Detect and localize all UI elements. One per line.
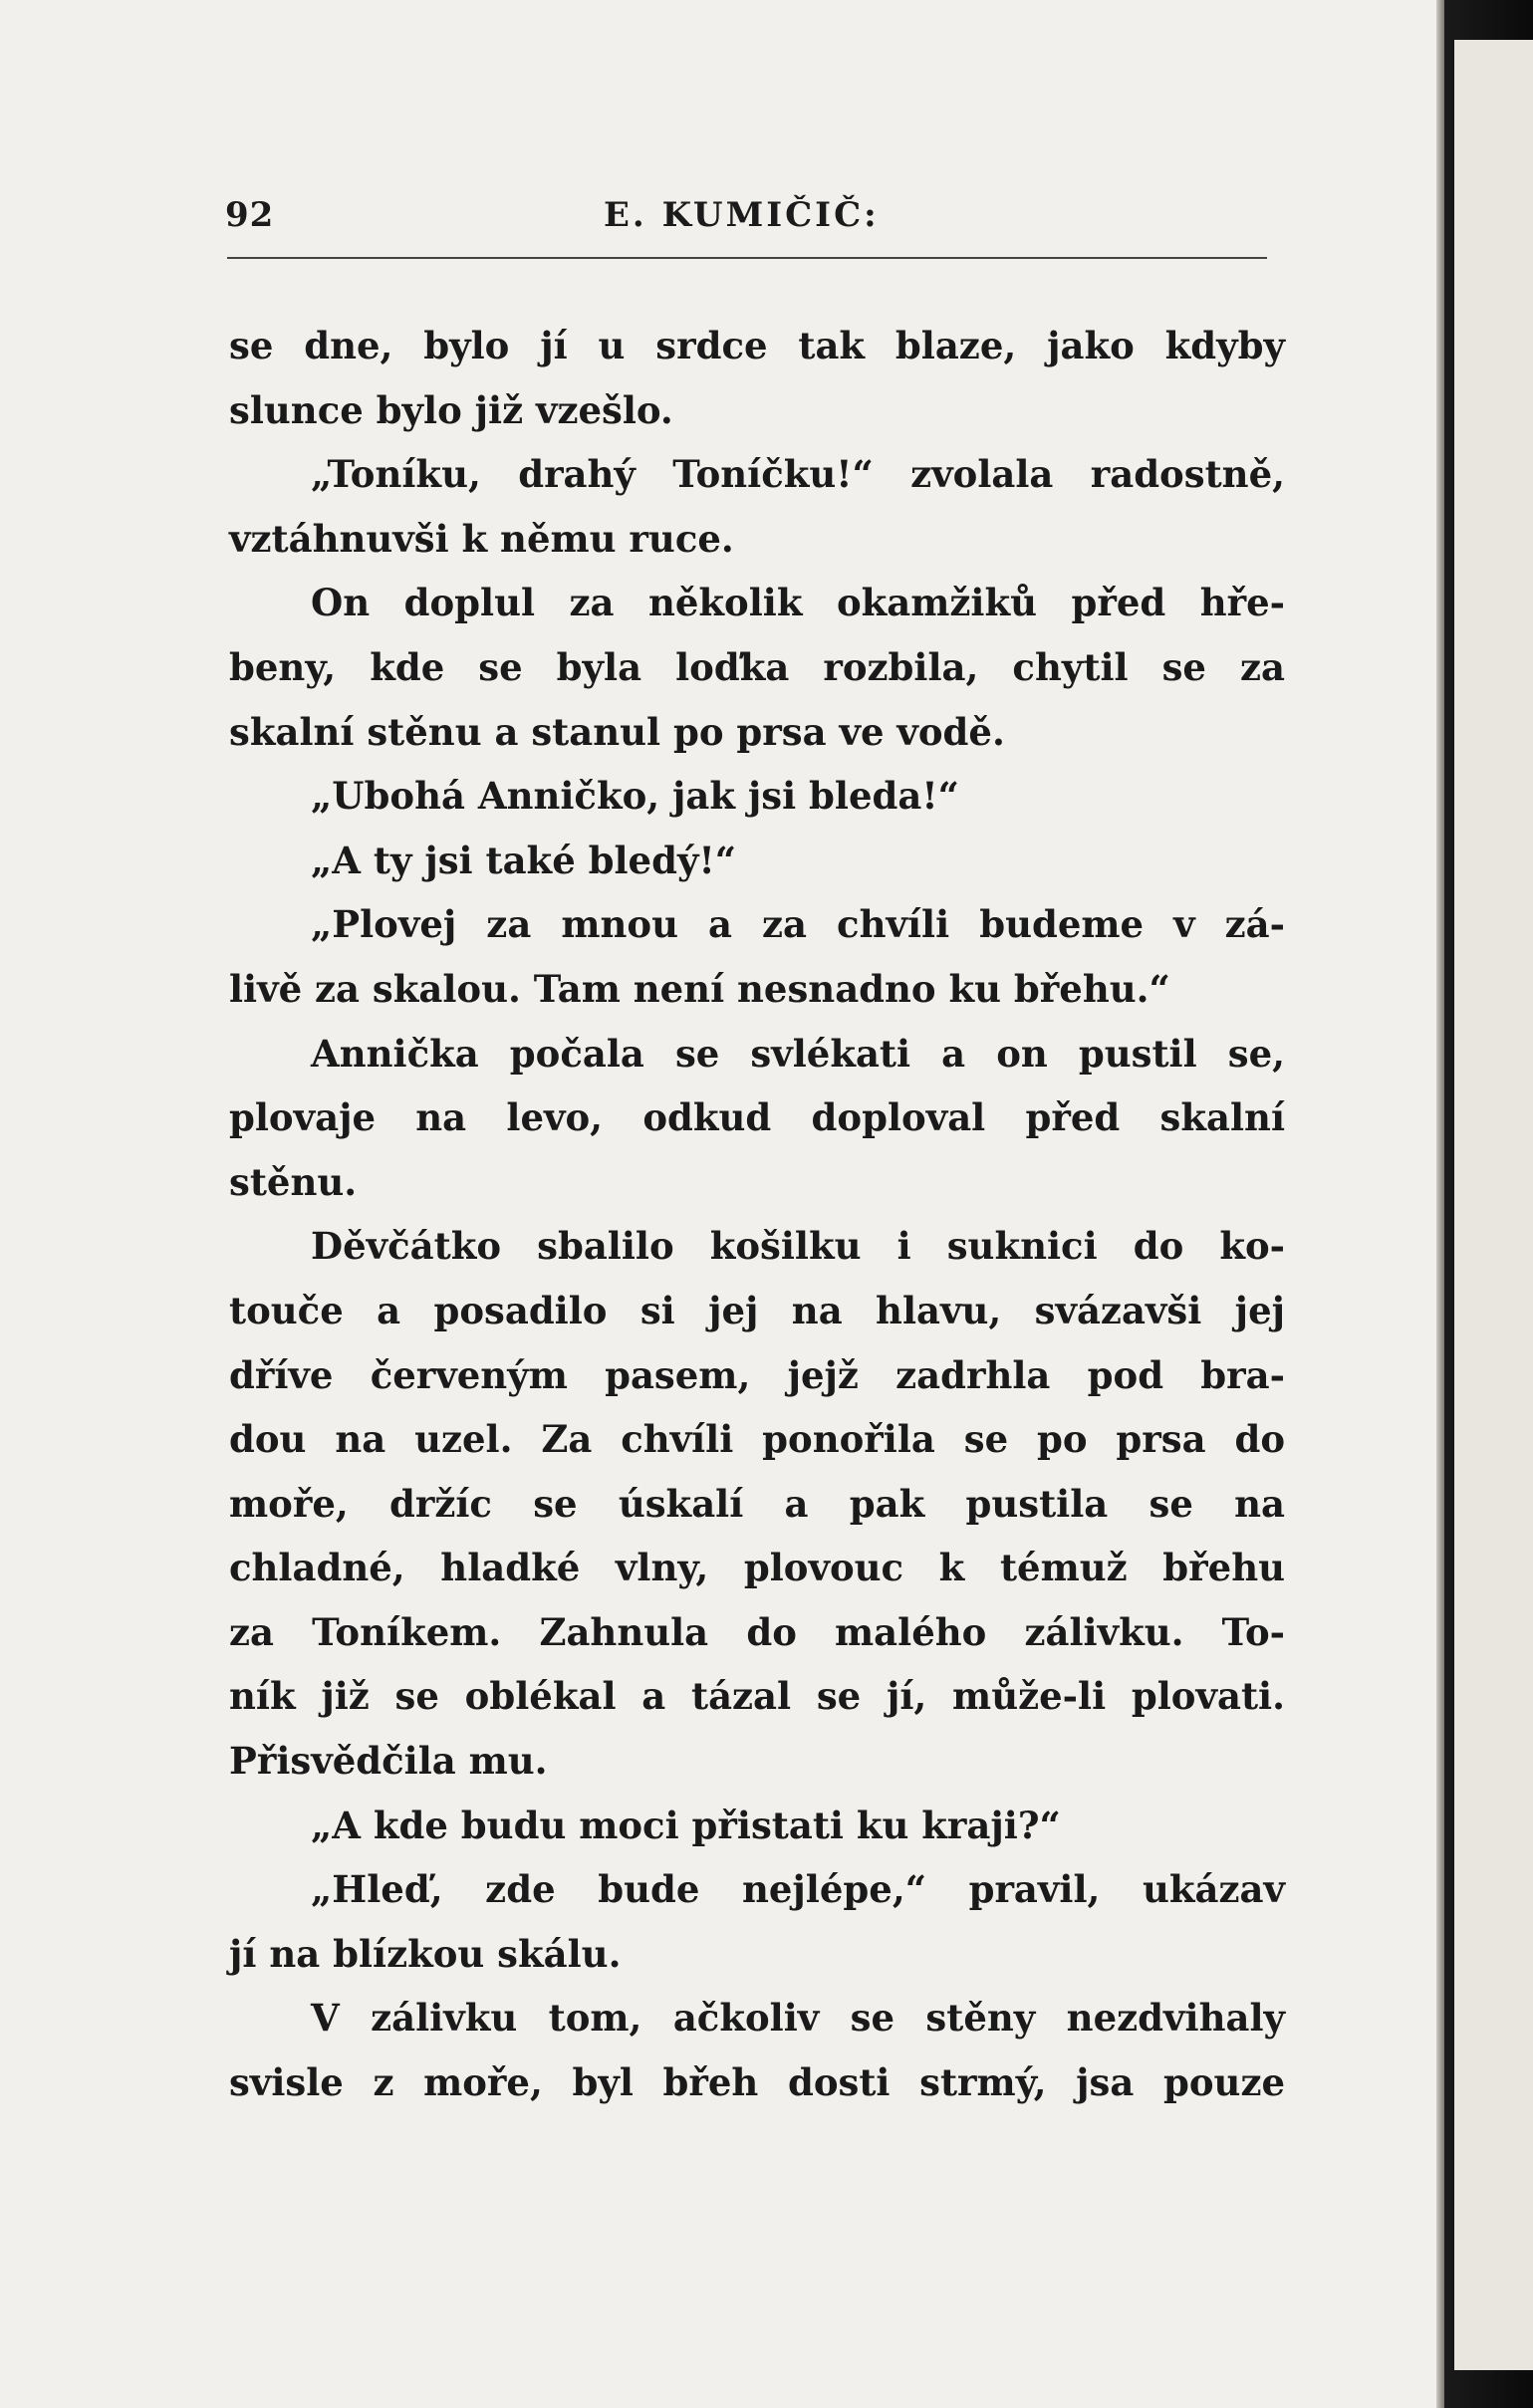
text-line: V zálivku tom, ačkoliv se stěny nezdvihaly	[311, 1996, 1285, 2041]
text-line: jí na blízkou skálu.	[229, 1931, 622, 1976]
text-line: moře, držíc se úskalí a pak pustila se na	[229, 1481, 1285, 1526]
text-line: slunce bylo již vzešlo.	[229, 387, 673, 432]
text-line: vztáhnuvši k němu ruce.	[229, 516, 734, 561]
text-line: svisle z moře, byl břeh dosti strmý, jsa pouze	[229, 2060, 1285, 2105]
text-line: Annička počala se svlékati a on pustil se,	[311, 1031, 1285, 1076]
text-line: dou na uzel. Za chvíli ponořila se po prsa do	[229, 1417, 1285, 1462]
text-line: skalní stěnu a stanul po prsa ve vodě.	[229, 709, 1005, 754]
text-line: On doplul za několik okamžiků před hře-	[311, 581, 1285, 625]
text-line: Děvčátko sbalilo košilku i suknici do ko-	[311, 1224, 1285, 1269]
text-line: chladné, hladké vlny, plovouc k témuž břehu	[229, 1546, 1285, 1590]
text-line: „A ty jsi také bledý!“	[311, 838, 736, 882]
adjacent-page-sheet	[1454, 40, 1533, 2370]
text-line: „Hleď, zde bude nejlépe,“ pravil, ukázav	[311, 1867, 1285, 1912]
text-line: touče a posadilo si jej na hlavu, svázavši jej	[229, 1288, 1285, 1332]
text-line: Přisvědčila mu.	[229, 1739, 548, 1784]
text-line: za Toníkem. Zahnula do malého zálivku. To-	[229, 1609, 1285, 1654]
text-line: „A kde budu moci přistati ku kraji?“	[311, 1803, 1061, 1847]
text-line: ník již se oblékal a tázal se jí, může-li plovati.	[229, 1674, 1285, 1719]
body-text	[229, 314, 1285, 2115]
text-line: „Toníku, drahý Toníčku!“ zvolala radostně,	[311, 452, 1285, 497]
text-line: „Ubohá Anničko, jak jsi bleda!“	[311, 774, 959, 819]
adjacent-page-edge	[1444, 0, 1533, 2408]
text-line: livě za skalou. Tam není nesnadno ku břehu.“	[229, 966, 1170, 1011]
running-head: E. KUMIČIČ:	[604, 195, 880, 235]
page-header	[225, 195, 1271, 245]
text-line: beny, kde se byla loďka rozbila, chytil se za	[229, 644, 1285, 689]
text-line: plovaje na levo, odkud doploval před skalní	[229, 1095, 1285, 1140]
text-line: se dne, bylo jí u srdce tak blaze, jako kdyby	[229, 324, 1285, 367]
text-line: stěnu.	[229, 1159, 358, 1204]
page-number: 92	[225, 195, 275, 235]
text-line: dříve červeným pasem, jejž zadrhla pod bra-	[229, 1352, 1285, 1397]
text-line: „Plovej za mnou a za chvíli budeme v zá-	[311, 902, 1285, 947]
header-rule	[227, 257, 1267, 259]
